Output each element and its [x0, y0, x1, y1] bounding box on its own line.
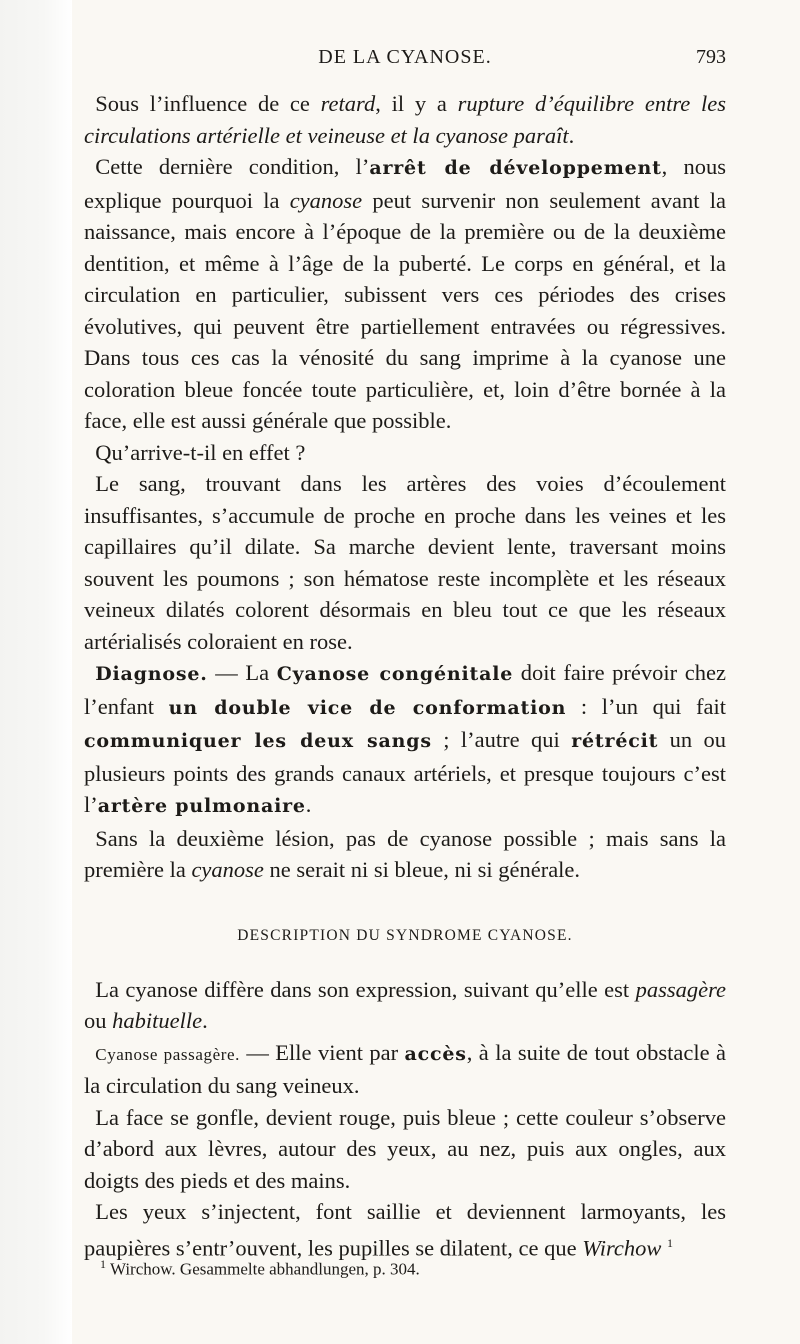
- section-heading: DESCRIPTION DU SYNDROME CYANOSE.: [237, 926, 573, 944]
- term-wirchow: Wirchow: [582, 1235, 662, 1260]
- paragraph-retard: Sous l’influence de ce retard, il y a rupture d’équilibre entre les circulations artérielle et veineuse et la cyanose paraît.: [84, 91, 726, 148]
- paragraph-sang: Le sang, trouvant dans les artères des voies d’écoulement insuffisantes, s’accumule de proche en proche dans les veines et les capillaires qu’il dilate. Sa marche devient lente, traversant moins souvent les poumons ; son hématose reste incomplète et les réseaux veineux dilatés colorent désormais en bleu tout ce que les réseaux artérialisés coloraient en rose.: [84, 471, 726, 654]
- term-double-vice: un double vice de conformation: [168, 696, 567, 719]
- term-cyanose-2: cyanose: [191, 857, 264, 882]
- paragraph-cyanose-passagere: Cyanose passagère. — Elle vient par accès, à la suite de tout obstacle à la circulation du sang veineux.: [84, 1039, 726, 1098]
- footnote: [100, 1252, 720, 1282]
- footnote-marker: 1: [100, 1257, 106, 1271]
- term-artere-pulmonaire: artère pulmonaire: [97, 795, 306, 817]
- term-diagnose: Diagnose.: [95, 663, 208, 685]
- term-cyanose-congenitale: Cyanose congénitale: [276, 663, 514, 685]
- paragraph-yeux: Les yeux s’injectent, font saillie et deviennent larmoyants, les paupières s’entr’ouvent, les pupilles se dilatent, ce que Wirchow $^1$: [84, 1199, 726, 1260]
- paragraph-face: La face se gonfle, devient rouge, puis bleue ; cette couleur s’observe d’abord aux lèvres, autour des yeux, au nez, puis aux ongles, aux doigts des pieds et des mains.: [84, 1104, 726, 1193]
- body-text: [84, 88, 726, 1264]
- footnote-text: Wirchow. Gesammelte abhandlungen, p. 304.: [109, 1259, 420, 1279]
- term-arret-developpement: arrêt de développement: [369, 157, 662, 179]
- page-number: 793: [696, 46, 726, 68]
- term-communiquer: communiquer les deux sangs: [84, 730, 432, 752]
- running-title: DE LA CYANOSE.: [318, 46, 492, 68]
- running-head: [84, 46, 726, 76]
- paragraph-lesion: Sans la deuxième lésion, pas de cyanose possible ; mais sans la première la cyanose ne serait ni si bleue, ni si générale.: [84, 825, 726, 882]
- term-cyanose: cyanose: [289, 187, 363, 213]
- footnote-ref: 1: [666, 1235, 673, 1250]
- paragraph-arret: Cette dernière condition, l’arrêt de développement, nous explique pourquoi la cyanose peut survenir non seulement avant la naissance, mais encore à l’époque de la première ou de la deuxième dentition, et même à l’âge de la puberté. Le corps en général, et la circulation en particulier, subissent vers ces périodes des crises évolutives, qui peuvent être partiellement entravées ou régressives. Dans tous ces cas la vénosité du sang imprime à la cyanose une coloration bleue foncée toute particulière, et, loin d’être bornée à la face, elle est aussi générale que possible.: [84, 154, 726, 433]
- paragraph-question: Qu’arrive-t-il en effet ?: [95, 439, 306, 465]
- term-rupture: rupture d’équilibre entre les circulations artérielle et veineuse et la cyanose paraît: [84, 91, 726, 148]
- paragraph-expression: La cyanose diffère dans son expression, suivant qu’elle est passagère ou habituelle.: [84, 976, 726, 1033]
- binding-shadow: [0, 0, 72, 1344]
- term-habituelle: habituelle: [112, 1008, 203, 1033]
- paragraph-diagnose: Diagnose. — La Cyanose congénitale doit faire prévoir chez l’enfant un double vice de conformation : l’un qui fait communiquer les deux sangs ; l’autre qui rétrécit un ou plusieurs points des grands canaux artériels, et presque toujours c’est l’artère pulmonaire.: [84, 660, 727, 817]
- term-retard: retard: [320, 91, 376, 116]
- term-acces: accès: [404, 1042, 467, 1065]
- term-passagere: passagère: [635, 976, 726, 1002]
- subheading-cyanose-passagere: Cyanose passagère.: [95, 1044, 240, 1064]
- term-retrecit: rétrécit: [571, 730, 659, 752]
